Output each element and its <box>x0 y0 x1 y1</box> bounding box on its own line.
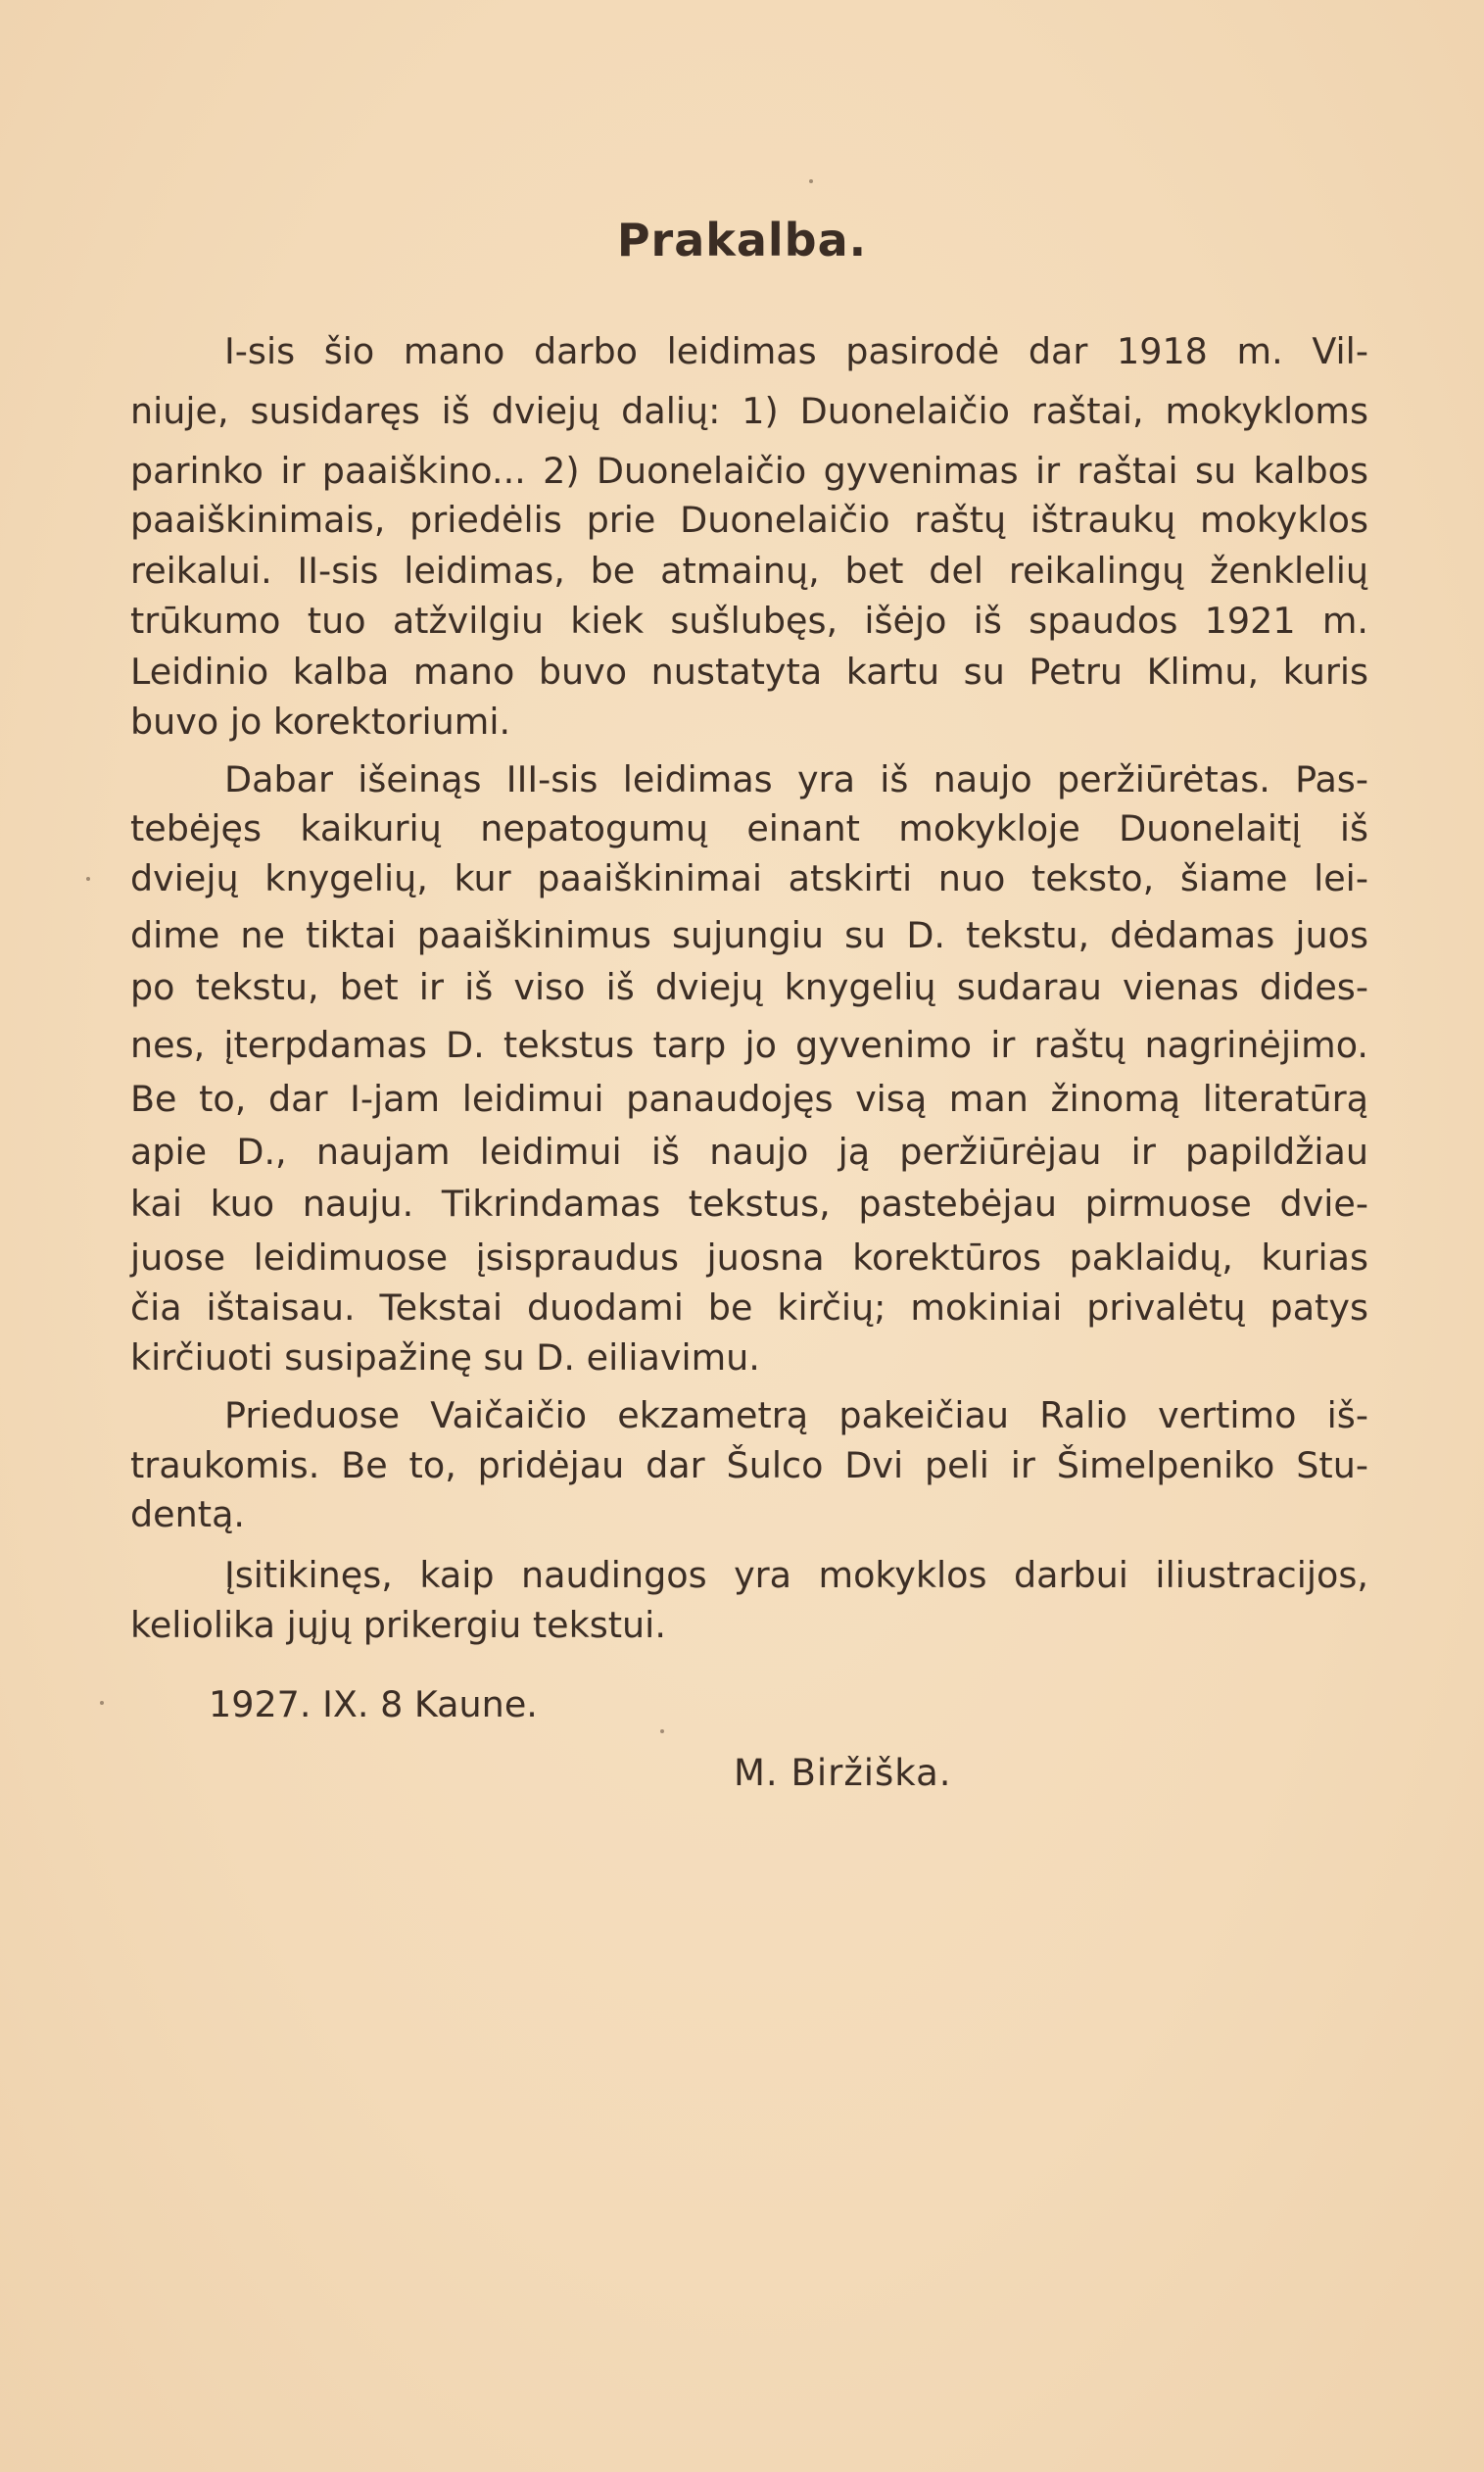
text-line: keliolika jųjų prikergiu tekstui. <box>130 1604 666 1646</box>
text-line: nes, įterpdamas D. tekstus tarp jo gyvenimo ir raštų nagrinėjimo. <box>130 1024 1368 1066</box>
ink-speck <box>809 179 813 183</box>
text-line: Dabar išeinąs III-sis leidimas yra iš naujo peržiūrėtas. Pas- <box>224 758 1368 800</box>
ink-speck <box>86 877 90 881</box>
page-title: Prakalba. <box>616 214 868 267</box>
text-line: niuje, susidaręs iš dviejų dalių: 1) Duonelaičio raštai, mokykloms <box>130 390 1368 432</box>
text-line: trūkumo tuo atžvilgiu kiek sušlubęs, išėjo iš spaudos 1921 m. <box>130 600 1368 642</box>
text-line: buvo jo korektoriumi. <box>130 701 511 743</box>
text-line: juose leidimuose įsispraudus juosna korektūros paklaidų, kurias <box>130 1236 1368 1279</box>
ink-speck <box>100 1701 104 1705</box>
text-line: apie D., naujam leidimui iš naujo ją peržiūrėjau ir papildžiau <box>130 1131 1368 1173</box>
text-line: Įsitikinęs, kaip naudingos yra mokyklos darbui iliustracijos, <box>224 1554 1368 1596</box>
ink-speck <box>660 1729 664 1733</box>
text-line: parinko ir paaiškino... 2) Duonelaičio gyvenimas ir raštai su kalbos <box>130 450 1368 492</box>
text-line: Leidinio kalba mano buvo nustatyta kartu su Petru Klimu, kuris <box>130 651 1368 693</box>
text-line: dentą. <box>130 1493 246 1535</box>
text-line: paaiškinimais, priedėlis prie Duonelaičio raštų ištraukų mokyklos <box>130 499 1368 541</box>
text-line: Be to, dar I-jam leidimui panaudojęs visą man žinomą literatūrą <box>130 1078 1368 1120</box>
signature: M. Biržiška. <box>734 1752 952 1794</box>
text-line: dime ne tiktai paaiškinimus sujungiu su D. tekstu, dėdamas juos <box>130 914 1368 956</box>
text-line: reikalui. II-sis leidimas, be atmainų, bet del reikalingų ženklelių <box>130 550 1368 592</box>
text-line: kirčiuoti susipažinę su D. eiliavimu. <box>130 1336 760 1379</box>
text-line: traukomis. Be to, pridėjau dar Šulco Dvi peli ir Šimelpeniko Stu- <box>130 1444 1368 1486</box>
text-line: po tekstu, bet ir iš viso iš dviejų knygelių sudarau vienas dides- <box>130 966 1368 1008</box>
text-line: tebėjęs kaikurių nepatogumų einant mokykloje Duonelaitį iš <box>130 807 1368 849</box>
text-line: kai kuo nauju. Tikrindamas tekstus, pastebėjau pirmuose dvie- <box>130 1183 1368 1225</box>
date-line: 1927. IX. 8 Kaune. <box>209 1683 538 1725</box>
text-line: Prieduose Vaičaičio ekzametrą pakeičiau Ralio vertimo iš- <box>224 1394 1368 1436</box>
text-line: dviejų knygelių, kur paaiškinimai atskirti nuo teksto, šiame lei- <box>130 857 1368 899</box>
text-line: čia ištaisau. Tekstai duodami be kirčių; mokiniai privalėtų patys <box>130 1286 1368 1329</box>
text-line: I-sis šio mano darbo leidimas pasirodė dar 1918 m. Vil- <box>224 330 1368 372</box>
